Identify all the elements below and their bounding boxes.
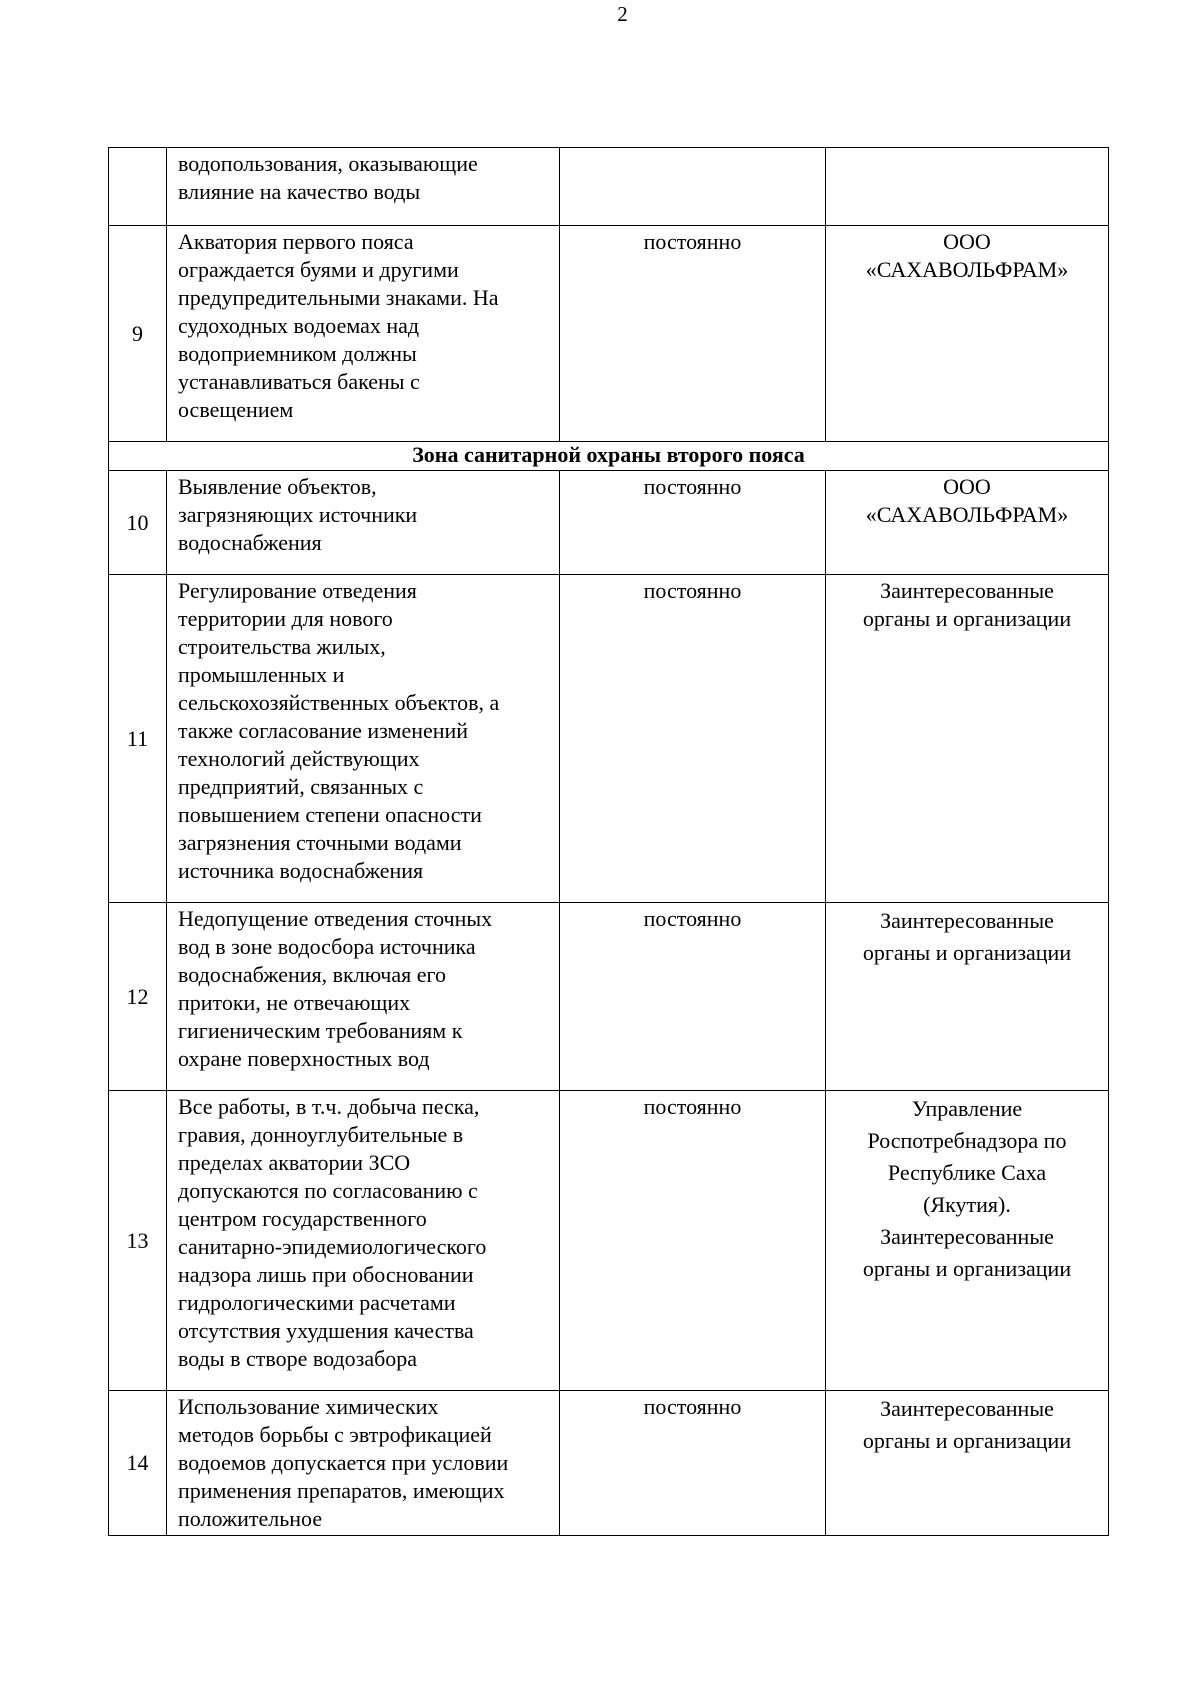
measure-description [167,148,560,226]
row-number: 11 [109,575,167,903]
measure-description [167,1091,560,1391]
responsible-text: ООО «САХАВОЛЬФРАМ» [865,474,1069,527]
measure-period: постоянно [560,903,826,1091]
row-number: 12 [109,903,167,1091]
measure-description [167,1391,560,1536]
table-row [109,226,1109,442]
measure-description [167,471,560,575]
measure-responsible [826,903,1109,1091]
responsible-text: Управление Роспотребнадзора по Республике Саха (Якутия). Заинтересованные органы и организации [862,1096,1072,1281]
measures-table [108,147,1109,1536]
measure-description [167,575,560,903]
row-number: 9 [109,226,167,442]
responsible-text: Заинтересованные органы и организации [862,1396,1072,1453]
measure-description [167,903,560,1091]
responsible-text: Заинтересованные органы и организации [862,908,1072,965]
measure-responsible [826,1091,1109,1391]
responsible-text: ООО «САХАВОЛЬФРАМ» [865,229,1069,282]
measure-description [167,226,560,442]
section-row [109,442,1109,471]
row-number: 10 [109,471,167,575]
measure-period: постоянно [560,226,826,442]
row-number: 13 [109,1091,167,1391]
measure-responsible [826,1391,1109,1536]
measure-text: Недопущение отведения сточных вод в зоне водосбора источника водоснабжения, включая его притоки, не отвечающих гигиеническим требованиям к охране поверхностных вод [178,906,493,1071]
measure-responsible [826,471,1109,575]
measure-responsible [826,575,1109,903]
responsible-text: Заинтересованные органы и организации [862,578,1072,631]
row-number [109,148,167,226]
measure-period [560,148,826,226]
measure-text: Все работы, в т.ч. добыча песка, гравия, донноуглубительные в пределах акватории ЗСО допускаются по согласованию с центром государственного санитарно-эпидемиологического надзора лишь при обосновании гидрологическими расчетами отсутствия ухудшения качества воды в створе водозабора [178,1094,487,1371]
measure-responsible [826,148,1109,226]
row-number: 14 [109,1391,167,1536]
table-row [109,1391,1109,1536]
table-row [109,575,1109,903]
measure-text: Регулирование отведения территории для нового строительства жилых, промышленных и сельскохозяйственных объектов, а также согласование изменений технологий действующих предприятий, связанных с повышением степени опасности загрязнения сточными водами источника водоснабжения [178,578,500,883]
measure-period: постоянно [560,575,826,903]
table-row [109,903,1109,1091]
table-row [109,471,1109,575]
page-number: 2 [617,2,628,26]
section-title: Зона санитарной охраны второго пояса [109,442,1109,471]
measure-text: Акватория первого пояса ограждается буями и другими предупредительными знаками. На судоходных водоемах над водоприемником должны устанавливаться бакены с освещением [178,229,499,422]
measure-period: постоянно [560,1091,826,1391]
table-row [109,1091,1109,1391]
table-row [109,148,1109,226]
measure-responsible [826,226,1109,442]
measure-period: постоянно [560,471,826,575]
measure-period: постоянно [560,1391,826,1536]
measure-text: Использование химических методов борьбы с эвтрофикацией водоемов допускается при условии применения препаратов, имеющих положительное [178,1394,509,1531]
measure-text: водопользования, оказывающие влияние на качество воды [178,151,478,204]
measure-text: Выявление объектов, загрязняющих источники водоснабжения [178,474,418,555]
